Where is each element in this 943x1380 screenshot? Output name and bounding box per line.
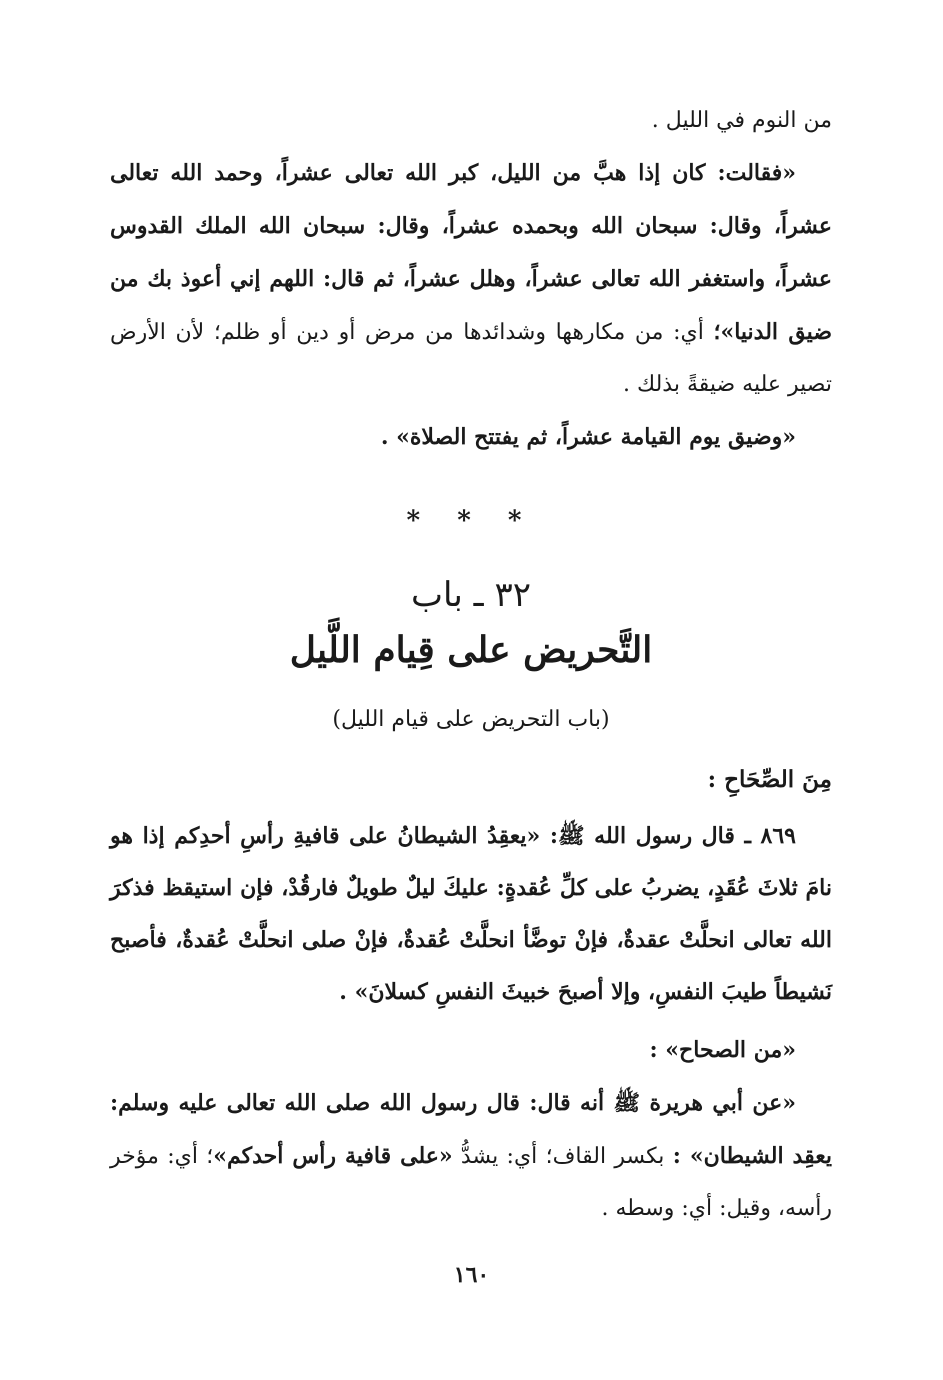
chapter-number: ٣٢ ـ باب [411, 575, 531, 615]
commentary-text: ؛ أي: مؤخر رأسه، وقيل: أي: وسطه . [110, 1144, 832, 1221]
page-number: ١٦٠ [453, 1262, 490, 1288]
quoted-text: «من الصحاح» : [649, 1037, 796, 1063]
hadith-paragraph [110, 810, 832, 1018]
quoted-text: «فقالت: كان إذا هبَّ من الليل، كبر الله تعالى عشراً، وحمد الله تعالى عشراً، وقال: سبحان الله وبحمده عشراً، وقال: سبحان الله الملك القدوس عشراً، واستغفر الله تعالى عشراً، وهلل عشراً، ثم قال: اللهم إني أعوذ بك من ضيق الدنيا»؛ [110, 160, 833, 345]
chapter-title: التَّحريض على قِيام اللَّيل [289, 629, 653, 671]
section-separator: * * * [406, 506, 536, 536]
paragraph-dua [110, 147, 832, 411]
quoted-text: «عن أبي هريرة ﷺ أنه قال: قال رسول الله صلى الله تعالى عليه وسلم: يعقِد الشيطان» : [110, 1090, 832, 1169]
hadith-number: ٨٦٩ ـ قال رسول الله ﷺ: [540, 823, 796, 849]
section-heading: مِنَ الصِّحَاحِ : [707, 766, 832, 793]
commentary-heading [110, 1024, 832, 1077]
quoted-text: «على قافية رأس أحدكم» [213, 1143, 453, 1169]
paragraph-intro [110, 95, 832, 147]
paragraph-text: من النوم في الليل . [651, 108, 832, 133]
chapter-subtitle: (باب التحريض على قيام الليل) [332, 707, 610, 732]
page-body [110, 95, 832, 1235]
commentary-paragraph [110, 1077, 832, 1235]
quoted-text: «وضيق يوم القيامة عشراً، ثم يفتتح الصلاة» . [380, 424, 796, 450]
paragraph-text: أي: من مكارهها وشدائدها من مرض أو دين أو ظلم؛ لأن الأرض تصير عليه ضيقةً بذلك . [110, 320, 832, 397]
hadith-text: «يعقِدُ الشيطانُ على قافيةِ رأسِ أحدِكم إذا هو نامَ ثلاثَ عُقَدٍ، يضربُ على كلِّ عُقدةٍ: عليكَ ليلٌ طويلٌ فارقُدْ، فإن استيقظ فذكرَ الله تعالى انحلَّتْ عقدةٌ، فإنْ توضَّأ انحلَّتْ عُقدةٌ، فإنْ صلى انحلَّتْ عُقدةٌ، فأصبح نَشيطاً طيبَ النفسِ، وإلا أصبحَ خبيثَ النفسِ كسلانَ» . [110, 823, 832, 1005]
paragraph-dua-end [110, 411, 832, 464]
commentary-text: بكسر القاف؛ أي: يشدُّ [452, 1144, 673, 1169]
